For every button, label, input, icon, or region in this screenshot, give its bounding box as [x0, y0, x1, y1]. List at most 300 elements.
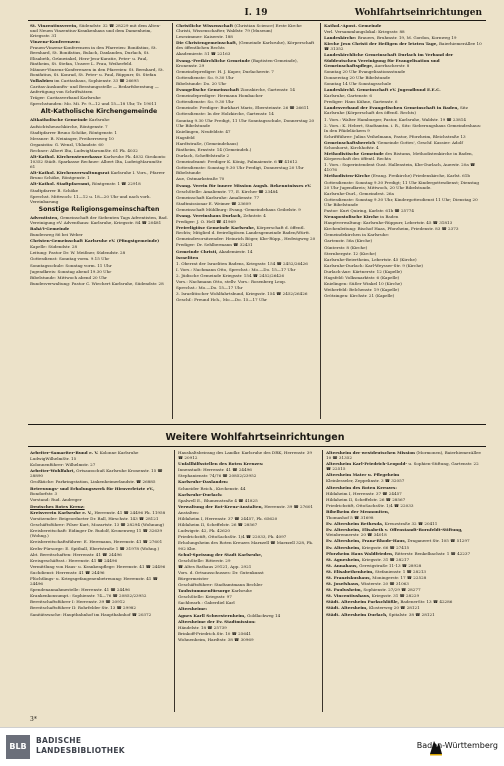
directory-entry	[178, 461, 318, 466]
directory-entry	[176, 207, 316, 212]
entry-name: Ev. Altersheim Bethesda,	[326, 521, 384, 527]
entry-details: Kreuzstraße 32 ☎ 20411	[383, 521, 438, 527]
entry-details: Frauen-Vinzenz-Konferenzen in den Pfarreien: Bonifatius, St. Bernhard, St. Bonifatius, Bulach, Daxlanden, Durlach, St. Elisabeth, Grünwinkel, Herz-Jesu-Kuratie, Peter- u. Paul, Rintheim, St. Stefan, Unsere L. Frau, Weiherfeld.	[30, 45, 157, 66]
directory-entry	[178, 540, 318, 550]
entry-details: Männer-Vinzenz-Konferenzen in den Pfarreien: St. Bernhard, St. Bonifatius, St. Konrad, St. Peter- u. Paul, Rüppurr, St. Stefan	[30, 66, 164, 77]
directory-entry	[30, 605, 170, 610]
entry-details: Gemeinschaft Karlsruhe: Amalienstr. 77	[176, 194, 260, 200]
entry-name: Arbeiter-Samariter-Bund e. V.	[30, 450, 99, 455]
entry-name: St. Elisabethenheim,	[326, 568, 374, 574]
entry-details: Hardtstraße, (Gemeindehaus)	[176, 140, 239, 146]
directory-entry	[176, 153, 316, 158]
directory-entry	[326, 575, 484, 580]
directory-entry	[176, 201, 316, 206]
entry-details: Brauers, Bruhmstr. 19, M. Gordon, Kornweg 19	[356, 35, 457, 41]
entry-name: Schul-Speisung der Stadt Karlsruhe,	[178, 551, 263, 557]
entry-details: Stefanienstr. 1 ☎ 28213	[373, 568, 427, 574]
directory-entry	[324, 263, 484, 268]
directory-entry	[30, 456, 170, 461]
directory-entry	[176, 183, 316, 188]
entry-details: Draganeret Str. 105 ☎ 51297	[406, 538, 470, 544]
directory-entry	[324, 140, 484, 150]
library-name-line1: BADISCHE	[36, 736, 82, 745]
entry-name: St. Paulusheim,	[326, 587, 363, 593]
directory-entry	[324, 208, 484, 213]
entry-details: (Mormonen), BaierhiemerAllee 10 ☎ 31352	[326, 450, 481, 461]
entry-details: Vorstand: Rud. Andreger	[30, 496, 82, 502]
entry-details: Gerwigstraße 11-13 ☎ 28928	[357, 562, 422, 568]
entry-details: Aufsichtsheuschkirche, Röntgenstr. 7	[30, 123, 108, 129]
entry-details: Karlsruhe-Durl., Gemeindest. 26a	[324, 190, 394, 196]
entry-details: Gottesdienste: Sonntag 9.30 Uhr Predigt, Donnerstag 20 Uhr Bibelstunde	[176, 165, 304, 176]
directory-entry	[178, 606, 318, 611]
entry-name: Bibelheim der Mennoniten,	[326, 508, 390, 514]
entry-name: Evang. Verein für innere Mission Augsb. Bekenntnisses eV.	[176, 182, 312, 188]
entry-details: Vorsitzender: Beigeordneter Dr. Ball, Hirschstr. 143 ☎ 28121	[30, 516, 159, 522]
entry-details: Sophienstr. 27/29 ☎ 28277	[362, 587, 421, 593]
entry-details: Kolonnenführer: Wilhelmstr. 27	[30, 462, 96, 468]
entry-details: Hildaheim I, Herrenstr. 37 ☎ 24457, Pk. 65620	[178, 516, 278, 522]
directory-entry	[30, 576, 170, 586]
entry-name: Städt. Altersheim Durlach,	[326, 611, 388, 617]
column-4	[30, 450, 170, 712]
entry-details: Weinbrennerstr. 20 ☎ 34018	[326, 532, 387, 538]
directory-entry	[326, 593, 484, 598]
entry-name: Altersheim des Roten Kreuzes:	[326, 484, 397, 490]
entry-details: Sonntag 9.30 Uhr Predigt, 11 Uhr Sonntagsschule, Donnerstag 20 Uhr Bibelstunde	[176, 117, 315, 128]
entry-details: Aue, Ostmarkstraße 70	[176, 176, 225, 182]
entry-details: (Evang. Freikirche) Friedenskirche, Karlst. 61b	[369, 173, 470, 179]
entry-details: Innenstadt: Herrenstr. 41 ☎ 24496	[178, 467, 252, 473]
directory-entry	[176, 225, 316, 235]
entry-details: Karlsruhe I. Vors., Pfarrer Bruno Schöke, Röntgenstr. 1	[30, 170, 165, 181]
entry-details: Krankenkonsumpt.: Sophienstr. 74—76 ☎ 20852/23952	[30, 593, 147, 599]
directory-entry	[324, 23, 484, 28]
entry-details: Spalwell E., Blumenstraße 4 ☎ 41825	[178, 497, 258, 503]
entry-details: Zionskirche, Gartenstr. 14	[239, 87, 295, 93]
entry-details: Auerbacherstr. 8	[373, 62, 410, 68]
entry-details: Gottesdienste: In der Holzkirche, Gartenstr. 14	[176, 111, 274, 117]
state-name[interactable]: Baden-Württemberg	[416, 741, 498, 750]
entry-details: Kreisbereitschaft: Eidinger Dr. Rudolf, Kronenweg 11 ☎ 32639 (Wohng.)	[30, 528, 163, 539]
directory-entry	[178, 516, 318, 521]
entry-details: Bundesverwaltung: Pastor C. Wiechert Karlsruhe, Südendstr. 28	[30, 280, 164, 286]
entry-details: Kirchenleitung: Bischof Haas, Pforzheim, Friedenstr. 83 ☎ 2373	[324, 226, 459, 232]
directory-entry	[176, 255, 316, 260]
directory-entry	[176, 189, 316, 194]
entry-details: Thomashof 5 ☎ 31698	[326, 515, 374, 521]
entry-details: Schriftführer: Julius Veihelmann, Pastor, Pforzheim, Bleichstraße 13	[324, 133, 466, 139]
entry-details: Karlsruhe-Beiertheim, Lebertstr. 45 (Kirche)	[324, 256, 417, 262]
entry-details: Gemeindeamt: Prediger K. König, Palmaienstr. 6 ☎ 41612	[176, 159, 298, 165]
entry-details: Sitz Karlsruhe (Körperschaft des öffentl. Rechts)	[324, 105, 468, 116]
entry-details: Akademiestr. 51 ☎ 22163	[176, 51, 231, 57]
entry-details: Knielingen, Neufeldstr. 47	[176, 128, 231, 134]
directory-entry	[326, 478, 484, 483]
directory-entry	[176, 135, 316, 140]
entry-name: Israeliten	[176, 254, 199, 260]
entry-details: Kapelle: Südendstr. 28	[30, 244, 78, 250]
entry-name: St. Josefshaus,	[326, 581, 360, 587]
entry-details: Gottesdienste: Sonntag 9.30 Uhr, Kindergottesdienst 11 Uhr; Dienstag 20 Uhr Bibelstunde	[324, 196, 478, 207]
entry-details: Stadtpfarrer B. Schöke	[30, 187, 79, 193]
directory-entry	[176, 249, 316, 254]
directory-entry	[30, 599, 170, 604]
entry-details: Akademiestr. 14	[217, 248, 253, 254]
subsection-heading: Deutsches Rotes Kreuz:	[30, 503, 85, 509]
entry-details: Suchdienst: Herrenstr. 41 ☎ 24496	[30, 569, 105, 575]
column-divider	[322, 450, 323, 712]
directory-entry	[30, 510, 170, 515]
entry-name: Altkatholische Gemeinde	[30, 117, 88, 123]
entry-details: (Christian Science) Erste Kirche Christi, Wissenschafter, Waldstr. 79 (Museum)	[176, 23, 302, 34]
directory-entry	[30, 450, 170, 455]
entry-name: Landeskirche:	[324, 35, 357, 41]
entry-details: Gemeinde: Prediger: Burkhart Maris, Ebersteinstr. 26 ☎ 26611	[176, 105, 309, 111]
directory-entry	[30, 101, 168, 106]
entry-details: u. Sophien-Stiftung, Gartenstr. 22 ☎ 22515	[326, 461, 479, 472]
library-name[interactable]	[36, 736, 125, 756]
entry-details: Knielingen: Süßer Winkel 10 (Kirche)	[324, 281, 402, 287]
directory-entry	[30, 263, 168, 268]
entry-name: St. Franziskushaus,	[326, 574, 371, 580]
directory-entry	[30, 275, 168, 280]
entry-details: Kriegsstr. 31 ☎ 28217	[360, 556, 410, 562]
entry-details: BadenerStr. 13 ☎ 42286	[399, 599, 453, 605]
column-divider	[320, 23, 321, 419]
directory-entry	[178, 450, 318, 460]
entry-details: Gottesdienst: Sonntag vorm. 9.15 Uhr	[30, 256, 110, 262]
directory-entry	[176, 159, 316, 164]
entry-name: St. Annahaus,	[326, 562, 358, 568]
entry-name: Taubstummenfürsorge	[178, 588, 231, 594]
directory-entry	[30, 124, 168, 129]
directory-entry	[324, 197, 484, 207]
directory-entry	[178, 492, 318, 497]
blb-logo[interactable]: BLB	[6, 735, 30, 759]
entry-name: Ev. Altersheim,	[326, 544, 361, 550]
directory-entry	[326, 450, 484, 460]
entry-name: Methodisten-Kirche	[324, 173, 370, 179]
directory-entry	[30, 148, 168, 153]
entry-details: Gartenstr. 56a (Kirche)	[324, 238, 373, 244]
entry-details: Bürgermeister	[178, 575, 209, 581]
entry-details: Herrenstr. 41 ☎ 24496 Pk. 11958	[93, 509, 166, 515]
directory-entry	[324, 257, 484, 262]
directory-entry	[176, 176, 316, 181]
entry-details: Kriegsstr. 31 ☎ 28229	[370, 593, 420, 599]
entry-details: Prediger: Dr. Sehlbermann ☎ 32431	[176, 242, 253, 248]
entry-name: Altersheim Karl-Friedrich-Leopold-	[326, 461, 408, 467]
entry-name: St. Agnesheim,	[326, 556, 361, 562]
directory-entry	[324, 287, 484, 292]
entry-details: Spendenannahmestelle: Herrenstr. 41 ☎ 24496	[30, 587, 130, 593]
entry-name: Gemeinschaftsbereich	[324, 139, 376, 145]
entry-details: Gemeindekirchen in Karlsruhe:	[324, 232, 390, 238]
entry-details: Goldlackweg 14	[245, 612, 281, 618]
entry-details: Gemeindevorsitzender: Heinrich Böger, Kbe-Rüpp., Hedwigweg 20	[176, 236, 316, 242]
entry-details: Weiherfeld: Belchenstr. 19 (Kapelle)	[324, 287, 400, 293]
entry-details: 1. Oberrat der Israeliten Badens, Kriegsstr. 154 ☎ 2452/26426	[176, 260, 308, 266]
entry-details: Körperschaft d. öffentl. Rechts; Mitglied d. freireligiösen Landesgemeinde Baden/Württ.	[176, 225, 311, 236]
entry-name: Pforzheim Haus Waldfrieden,	[326, 550, 394, 556]
directory-entry	[326, 587, 484, 592]
directory-entry	[326, 491, 484, 496]
entry-details: Gottesdienste: So. 9.30 Uhr	[176, 74, 234, 80]
entry-details: Bundesweg 86 bei Weber	[30, 232, 83, 238]
entry-details: Schneider Reich., Kirchenstr. 44	[178, 485, 246, 491]
entry-details: Donnerstag 20 Uhr Bibelstunde	[324, 74, 391, 80]
entry-details: 1. Vors.: Superintendent Gust. Hallenstein, Kbe-Durlach, Auerstr. 20a ☎ 41076	[324, 162, 476, 173]
entry-details: Hildaheim II, Scheffelstr. 26 ☎ 28567	[178, 522, 258, 528]
entry-name: Evang. Vereinshaus Durlach,	[176, 213, 242, 218]
directory-entry	[176, 213, 316, 218]
entry-details: Ritterstr. Benkelbachstr. 1 ☎ 42237	[393, 550, 471, 556]
entry-name: Altersheime:	[178, 606, 208, 612]
directory-entry	[326, 503, 484, 508]
directory-entry	[178, 619, 318, 624]
directory-entry	[176, 23, 316, 33]
directory-entry	[324, 251, 484, 256]
directory-entry	[176, 273, 316, 278]
directory-entry	[30, 522, 170, 527]
entry-details: Pastor: Kurt Quiring, Karlstr. 61b ☎ 25774	[324, 208, 414, 213]
entry-details: in Baden	[378, 214, 399, 220]
directory-entry	[176, 105, 316, 110]
entry-details: GeschStelle: Ritterstr. 29	[178, 557, 231, 563]
section-heading: Alt-Katholische Kirchengemeinde	[40, 108, 158, 116]
directory-entry	[178, 467, 318, 472]
entry-name: Landeskirchl. Gemeinschaft eV. Jugendbund E.E.C.	[324, 87, 441, 93]
entry-details: Leitung: Pastor Dr. W. Meißner, Südendstr. 28	[30, 250, 126, 256]
directory-entry	[30, 497, 170, 502]
entry-details: Großküche: Parkringstation, Linkenheimerlandstr. ☎ 26885	[30, 479, 156, 485]
directory-entry	[326, 599, 484, 604]
entry-details: Kriegsstr. 66 ☎ 27415	[360, 544, 410, 550]
directory-entry	[324, 173, 484, 178]
entry-name: Städt. Altersheim,	[326, 605, 368, 611]
directory-entry	[324, 81, 484, 86]
entry-name: Bahá'i-Gemeinde	[30, 226, 70, 231]
directory-entry	[30, 244, 168, 249]
entry-name: Agnes Karll Schwesternheim,	[178, 612, 246, 618]
directory-entry	[30, 281, 168, 286]
directory-entry	[178, 534, 318, 539]
section-heading: Sonstige Religionsgemeinschaften	[38, 205, 160, 213]
directory-entry	[176, 291, 316, 296]
directory-entry	[324, 245, 484, 250]
directory-entry	[30, 142, 168, 147]
entry-name: Alt-Kathol. Kirchenverwaltungsrat	[30, 170, 110, 176]
directory-entry	[326, 605, 484, 610]
directory-entry	[324, 87, 484, 92]
entry-name: Christen-Gemeinschaft Karlsruhe eV. (Pfingstgemeinde)	[30, 238, 160, 244]
directory-entry	[326, 515, 484, 520]
directory-entry	[176, 279, 316, 284]
directory-entry	[30, 238, 168, 243]
directory-entry	[324, 162, 484, 172]
entry-details: Geschäftsführer: Stadtamtmann Bechler	[178, 582, 263, 588]
entry-name: Kreisverein Karlsruhe e. V.,	[30, 509, 94, 515]
directory-entry	[324, 75, 484, 80]
directory-entry	[326, 521, 484, 526]
entry-details: Karlsruhe	[87, 117, 110, 123]
entry-details: Bibelstunde: Do. 20 Uhr	[176, 80, 227, 86]
entry-name: Arbeiter-Wohlfahrt,	[30, 468, 75, 474]
entry-details: Sternbergstr. 12 (Kirche)	[324, 250, 377, 256]
directory-entry	[30, 215, 168, 225]
entry-details: (Baptisten-Gemeinde), Kronenstr. 29	[176, 57, 298, 68]
directory-entry	[176, 34, 316, 39]
entry-details: Prediger: J. O. Hell ☎ 41969	[176, 219, 236, 225]
entry-name: Christliche Wissenschaft	[176, 23, 234, 28]
entry-details: Sprechst.: Mo.—Do. 15—17 Uhr	[176, 285, 243, 291]
entry-details: Ludwigstr. 42, Pk. 42620	[178, 528, 230, 534]
directory-entry	[30, 84, 168, 94]
entry-details: BaierhiemerAllee 10 ☎ 31352	[324, 41, 482, 52]
entry-details: Caritas-Auskunfts- und Beratungsstelle — Bedarfsberatung — Anfertigung von Schriftsätzen	[30, 84, 159, 95]
section-heading-weitere: Weitere Wohlfahrtseinrichtungen	[165, 432, 345, 443]
entry-details: Gemeindeprediger: Hermann Hombacher	[176, 93, 263, 99]
entry-details: Prediger: Hans Kühne, Gartenstr. 6	[324, 99, 398, 105]
column-2	[176, 23, 316, 419]
directory-entry	[324, 69, 484, 74]
directory-entry	[176, 111, 316, 116]
entry-details: Gemeinschaft der Siebenten Tags Adventisten, Bad. Vereinigung eV. Adventhaus: Karlsruhe, Kriegsstr. 84 ☎ 20481	[30, 214, 168, 225]
entry-details: LudwigWilhelmStr. 15	[30, 456, 77, 462]
directory-entry	[326, 485, 484, 490]
entry-details: Händelstr. 18 ☎ 25739	[178, 624, 227, 630]
directory-entry	[326, 551, 484, 556]
directory-entry	[326, 509, 484, 514]
entry-details: Geschf.: Freund Hch., Mo.—Do. 15—17 Uhr	[176, 297, 268, 303]
directory-entry	[324, 52, 484, 67]
entry-details: Grötzingen: Kirchstr. 21 (Kapelle)	[324, 293, 395, 299]
directory-entry	[178, 552, 318, 557]
entry-details: Abt. Bereitschaften: Herrenstr. 41 ☎ 24496	[30, 551, 122, 557]
directory-entry	[324, 214, 484, 219]
entry-details: Bibelstunde: Mittwoch abend 20 Uhr	[30, 274, 107, 280]
entry-name: Altersheim Mater u. Pflegeheim	[326, 472, 400, 478]
column-divider	[172, 23, 173, 419]
directory-entry	[178, 594, 318, 599]
entry-name: Adventisten,	[30, 214, 59, 220]
entry-details: Stadtpfarrer Bruno Schöke, Röntgenstr. 1	[30, 129, 118, 135]
directory-entry	[178, 504, 318, 509]
entry-details: Messner: B. Neininger, Freiherrsweg 10	[30, 135, 114, 141]
directory-entry	[178, 631, 318, 636]
section-rule	[28, 424, 486, 425]
directory-entry	[178, 613, 318, 618]
entry-details: Bondorfstr. 3	[30, 490, 58, 496]
directory-entry	[178, 522, 318, 527]
directory-entry	[30, 486, 170, 496]
section-rule	[28, 446, 486, 447]
entry-details: Kolonne Karlsruhe	[98, 450, 139, 455]
directory-entry	[326, 545, 484, 550]
entry-name: Ev. Altersheim, Franz-Rhode-Haus,	[326, 538, 407, 544]
directory-entry	[178, 558, 318, 563]
entry-details: Sachbearb.: Gaberdiel Karl	[178, 600, 235, 606]
entry-name: Gemeinde Christi,	[176, 248, 218, 254]
directory-entry	[30, 232, 168, 237]
page-title: Wohlfahrtseinrichtungen	[354, 8, 482, 18]
entry-details: Bereitschaftsführer I: Herrenstr. 39 ☎ 20912	[30, 599, 125, 605]
entry-name: Karlsruhe-Durlach:	[178, 491, 223, 497]
entry-details: Geschäftsführer: Filser Kurt, Mozartstr. 13 ☎ 28294 (Wohnung)	[30, 522, 164, 528]
entry-details: Gemeinschaft Mühlburg: Evang.-Gemeindehaus Geibelstr. 9	[176, 206, 301, 212]
column-3	[324, 23, 484, 419]
entry-name: Ev. Altersheim, Elisabeth v. Offenstandt-Bornfeldt-Stiftung,	[326, 527, 463, 533]
entry-details: Kreisgeschäftsst.: Herrenstr. 41 ☎ 24496	[30, 557, 118, 563]
directory-entry	[326, 612, 484, 617]
entry-details: 1. Vors.: Walter Hamburger, Pastor, Karlsruhe, Waldstr. 19 ☎ 23814	[324, 116, 466, 122]
directory-entry	[30, 552, 170, 557]
entry-details: Stephanienstr. 74/76 ☎ 20852/23952	[178, 473, 257, 479]
entry-details: Organistin: G. Wenzl, Uhlandstr. 60	[30, 141, 104, 147]
entry-details: Hagsfeld	[176, 134, 195, 140]
directory-entry	[30, 539, 170, 544]
directory-entry	[30, 546, 170, 551]
entry-name: Verwaltung der Rot-Kreuz-Anstalten,	[178, 503, 263, 509]
column-1	[30, 23, 168, 419]
directory-entry	[176, 69, 316, 74]
entry-details: Jugendkreis: Sonntag abend 19.30 Uhr	[30, 268, 112, 274]
column-5	[178, 450, 318, 712]
entry-name: Evang.-Freikirchliche Gemeinde	[176, 57, 250, 63]
entry-details: Träger: Caritasverband Karlsruhe	[30, 95, 101, 101]
directory-entry	[30, 136, 168, 141]
directory-entry	[326, 497, 484, 502]
directory-entry	[326, 557, 484, 562]
directory-entry	[324, 41, 484, 51]
entry-details: Durlach, Scheffelstraße 2	[176, 153, 230, 159]
entry-details: Moningerstr. 17 ☎ 22528	[370, 574, 427, 580]
directory-entry	[178, 486, 318, 491]
directory-entry	[324, 35, 484, 40]
entry-details: Spitalstr. 38 ☎ 28121	[387, 611, 435, 617]
directory-entry	[176, 40, 316, 50]
directory-entry	[324, 226, 484, 231]
directory-entry	[176, 147, 316, 152]
entry-details: GeschStelle: Kriegsstr. 97	[178, 594, 232, 600]
directory-entry	[178, 564, 318, 569]
directory-entry	[30, 95, 168, 100]
directory-entry	[326, 569, 484, 574]
entry-details: 'Gemeinde Gottes', Geschf. Kassier: Adolf Schonhorst, Kirchhofstr. 4	[324, 139, 463, 150]
directory-entry	[324, 99, 484, 104]
directory-entry	[30, 170, 168, 180]
entry-details: Ortsausschuß Karlsruhe Kronenstr. 15 ☎ 28890	[30, 468, 163, 479]
directory-entry	[324, 180, 484, 190]
directory-entry	[326, 538, 484, 543]
entry-details: Klosterweg 20 ☎ 28121	[367, 605, 420, 611]
column-6	[326, 450, 484, 712]
entry-details: Karlsruhe	[230, 588, 252, 594]
directory-entry	[178, 473, 318, 478]
directory-entry	[30, 67, 168, 77]
directory-entry	[30, 250, 168, 255]
directory-entry	[176, 267, 316, 272]
directory-entry	[30, 528, 170, 538]
entry-details: Sonntagsschule: Sonntag vorm. 11 Uhr	[30, 262, 112, 268]
entry-details: Südendstr. 32 ☎ 28229 mit dem Alten- und Neuen Vinzentius-Krankenhaus und dem Damenheim, Kriegsstr. 31	[30, 23, 161, 39]
directory-entry	[324, 281, 484, 286]
entry-details: Günterstr. 8 (Kirche)	[324, 244, 368, 250]
entry-details: I. Vors.: Nachmann Otto, Sprechst.: Mo.—Do. 15—17 Uhr	[176, 266, 296, 272]
entry-name: Kathol.-Apost. Gemeinde	[324, 23, 382, 28]
directory-entry	[30, 23, 168, 38]
